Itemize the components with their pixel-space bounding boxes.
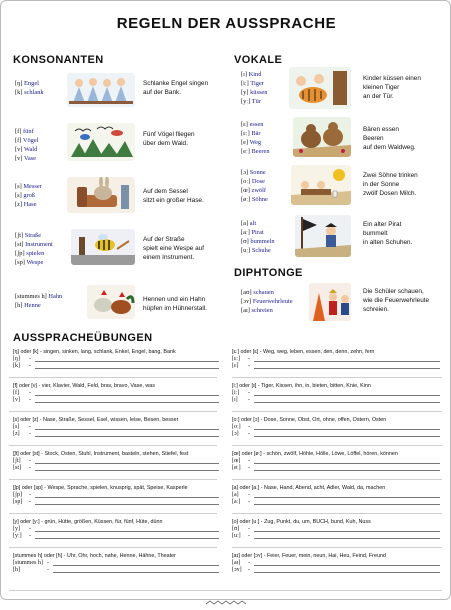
phonetic-row: [y] küssen xyxy=(241,89,268,96)
phonetic-row: [ɔʏ] Feuerwehrleute xyxy=(241,298,293,305)
phonetic-row: [ʊ] bummeln xyxy=(241,238,275,245)
divider xyxy=(232,411,442,412)
section-heading-konsonanten: KONSONANTEN xyxy=(13,54,104,66)
exercise-label: [sp] xyxy=(13,499,23,505)
exercise-left-4: [ʃt] oder [st] - Stock, Osten, Stuhl, Instrument, basteln, stehen, Stiefel, fest [ʃt] - [st] - xyxy=(13,451,219,472)
phonetic-row: [st] Instrument xyxy=(15,241,53,248)
phonetic-row: [v] Wald xyxy=(15,146,38,153)
exercise-right-1: [ɛː] oder [ɛ] - Weg, weg, leben, essen, den, denn, zehn, fern [ɛː] - [ɛ] - xyxy=(232,349,440,370)
phonetic-row: [ʃp] spielen xyxy=(15,250,45,257)
answer-line[interactable] xyxy=(254,572,440,573)
exercise-right-7: [aɪ] oder [ɔʏ] - Feier, Feuer, mein, neun, Hai, Heu, Feind, Freund [aɪ] - [ɔʏ] - xyxy=(232,553,440,574)
exercise-label: [v] xyxy=(13,397,20,403)
phonetic-row: [iː] Tiger xyxy=(241,80,264,87)
answer-line[interactable] xyxy=(35,402,219,403)
divider xyxy=(232,547,442,548)
vokale-group-1 xyxy=(241,70,267,106)
phonetic-row: [h] Henne xyxy=(15,302,41,309)
phonetic-row: [stummes h] Hahn xyxy=(15,293,63,300)
sentence-konsonanten-2: Fünf Vögel fliegen über dem Wald. xyxy=(143,131,195,147)
phonetic-row: [s] Messer xyxy=(15,183,42,190)
phonetic-row: [oː] Dose xyxy=(241,178,265,185)
exercise-prompt: [ʃt] oder [st] - Stock, Osten, Stuhl, Instrument, basteln, stehen, Stiefel, fest xyxy=(13,451,189,457)
exercise-label: [oː] xyxy=(232,424,241,430)
answer-line[interactable] xyxy=(35,429,219,430)
exercise-prompt: [y] oder [yː] - grün, Hütte, größen, Küssen, für, fünf, Hüte, dünn xyxy=(13,519,163,525)
exercise-right-4: [œ] oder [øː] - schön, zwölf, Höhle, Hölle, Löwe, Löffel, hören, können [œ] - [øː] - xyxy=(232,451,440,472)
sentence-konsonanten-1: Schlanke Engel singen auf der Bank. xyxy=(143,80,209,96)
sentence-vokale-1: Kinder küssen einen kleinen Tiger an der Tür. xyxy=(363,75,421,100)
sentence-vokale-2: Bären essen Beeren auf dem Waldweg. xyxy=(363,126,416,151)
answer-line[interactable] xyxy=(254,504,440,505)
konsonanten-group-3 xyxy=(15,182,42,209)
phonetic-row: [v] Vase xyxy=(15,155,37,162)
phonetic-row: [f] Vögel xyxy=(15,137,39,144)
phonetic-row: [s] groß xyxy=(15,192,36,199)
vokale-group-2 xyxy=(241,120,270,156)
phonetic-row: [ɛ] essen xyxy=(241,121,264,128)
answer-line[interactable] xyxy=(254,470,440,471)
exercise-label: [ɔ] xyxy=(232,431,239,437)
footer-divider xyxy=(9,590,442,591)
illustration-pirat xyxy=(295,215,351,257)
answer-line[interactable] xyxy=(35,436,219,437)
phonetic-row: [uː] Schuhe xyxy=(241,247,271,254)
sentence-diphtonge-1: Die Schüler schauen, wie die Feuerwehrleute schreien. xyxy=(363,288,430,313)
exercise-left-6: [y] oder [yː] - grün, Hütte, größen, Küssen, für, fünf, Hüte, dünn [y] - [yː] - xyxy=(13,519,219,540)
illustration-wespe xyxy=(71,229,135,265)
exercise-label: [iː] xyxy=(232,390,240,396)
konsonanten-group-2 xyxy=(15,127,39,163)
answer-line[interactable] xyxy=(254,402,440,403)
answer-line[interactable] xyxy=(254,463,440,464)
exercise-left-7: [stummes h] oder [h] - Uhr, Ohr, hoch, nahe, Henne, Hähne, Theater [stummes h] - [h] - xyxy=(13,553,219,574)
illustration-hase xyxy=(67,177,135,213)
phonetic-row: [e] Weg xyxy=(241,139,262,146)
illustration-tiger xyxy=(289,67,351,109)
exercise-left-3: [s] oder [z] - Nase, Straße, Sessel, Esel, wissen, leise, Besen, besser [s] - [z] - xyxy=(13,417,219,438)
exercise-prompt: [œ] oder [øː] - schön, zwölf, Höhle, Hölle, Löwe, Löffel, hören, können xyxy=(232,451,398,457)
answer-line[interactable] xyxy=(53,572,219,573)
answer-line[interactable] xyxy=(35,361,219,362)
sentence-vokale-4: Ein alter Pirat bummelt in alten Schuhen. xyxy=(363,221,413,246)
divider xyxy=(9,377,217,378)
divider xyxy=(232,445,442,446)
divider xyxy=(9,445,217,446)
exercise-prompt: [stummes h] oder [h] - Uhr, Ohr, hoch, nahe, Henne, Hähne, Theater xyxy=(13,553,176,559)
answer-line[interactable] xyxy=(35,395,219,396)
exercise-label: [ɔʏ] xyxy=(232,567,242,573)
exercise-label: [s] xyxy=(13,424,20,430)
page-title: REGELN DER AUSSPRACHE xyxy=(116,15,337,32)
phonetic-row: [sp] Wespe xyxy=(15,259,44,266)
illustration-voegel xyxy=(67,123,135,161)
divider xyxy=(9,411,217,412)
exercise-prompt: [s] oder [z] - Nase, Straße, Sessel, Esel, wissen, leise, Besen, besser xyxy=(13,417,179,423)
divider xyxy=(232,479,442,480)
exercise-left-5: [ʃp] oder [sp] - Wespe, Sprache, spielen, knusprig, spät, Speise, Kasperle [ʃp] - [sp] - xyxy=(13,485,219,506)
exercise-label: [ɛ] xyxy=(232,363,239,369)
exercise-left-1: [ŋ] oder [k] - singen, sinken, lang, schlank, Enkel, Engel, bang, Bank [ŋ] - [k] - xyxy=(13,349,219,370)
phonetic-row: [ʃt] Straße xyxy=(15,232,42,239)
phonetic-row: [aː] Pirat xyxy=(241,229,264,236)
exercise-label: [ʃp] xyxy=(13,492,22,498)
exercise-label: [ʃt] xyxy=(13,458,21,464)
exercise-label: [ʊ] xyxy=(232,526,240,532)
answer-line[interactable] xyxy=(35,463,219,464)
phonetic-row: [øː] Söhne xyxy=(241,196,268,203)
sentence-konsonanten-3: Auf dem Sessel sitzt ein großer Hase. xyxy=(143,188,204,204)
exercise-prompt: [ŋ] oder [k] - singen, sinken, lang, schlank, Enkel, Engel, bang, Bank xyxy=(13,349,176,355)
section-heading-uebungen: AUSSPRACHEÜBUNGEN xyxy=(13,332,153,344)
exercise-right-5: [a] oder [aː] - Nase, Hand, Abend, acht, Adler, Wald, da, machen [a] - [aː] - xyxy=(232,485,440,506)
answer-line[interactable] xyxy=(35,368,219,369)
exercise-prompt: [f] oder [v] - vier, Klavier, Wald, Feld, brav, bravo, Vase, was xyxy=(13,383,155,389)
divider xyxy=(9,547,217,548)
illustration-feuerwehr xyxy=(309,283,351,321)
exercise-label: [stummes h] xyxy=(13,560,43,566)
answer-line[interactable] xyxy=(254,436,440,437)
vokale-group-4 xyxy=(241,219,275,255)
answer-line[interactable] xyxy=(35,504,219,505)
exercise-label: [aɪ] xyxy=(232,560,241,566)
illustration-baer xyxy=(293,117,351,157)
exercise-label: [œ] xyxy=(232,458,241,464)
exercise-label: [ɪ] xyxy=(232,397,238,403)
answer-line[interactable] xyxy=(35,470,219,471)
phonetic-row: [œ] zwölf xyxy=(241,187,267,194)
answer-line[interactable] xyxy=(254,497,440,498)
konsonanten-group-1 xyxy=(15,79,44,97)
exercise-label: [a] xyxy=(232,492,239,498)
exercise-prompt: [a] oder [aː] - Nase, Hand, Abend, acht, Adler, Wald, da, machen xyxy=(232,485,386,491)
answer-line[interactable] xyxy=(35,538,219,539)
divider xyxy=(9,513,217,514)
exercise-label: [h] xyxy=(13,567,20,573)
phonetic-row: [a] alt xyxy=(241,220,257,227)
publisher-logo xyxy=(204,592,248,597)
answer-line[interactable] xyxy=(254,368,440,369)
exercise-right-3: [oː] oder [ɔ] - Dose, Sonne, Obst, Ort, ohne, offen, Ostern, Osten [oː] - [ɔ] - xyxy=(232,417,440,438)
phonetic-row: [ŋ] Engel xyxy=(15,80,39,87)
answer-line[interactable] xyxy=(35,531,219,532)
sentence-konsonanten-4: Auf der Straße spielt eine Wespe auf einem Instrument. xyxy=(143,236,204,261)
illustration-hahn xyxy=(87,285,135,319)
sentence-vokale-3: Zwei Söhne trinken in der Sonne zwölf Dosen Milch. xyxy=(363,172,418,197)
phonetic-row: [aʊ] schauen xyxy=(241,289,274,296)
exercise-label: [st] xyxy=(13,465,21,471)
exercise-label: [øː] xyxy=(232,465,241,471)
phonetic-row: [k] schlank xyxy=(15,89,44,96)
exercise-prompt: [ʃp] oder [sp] - Wespe, Sprache, spielen, knusprig, spät, Speise, Kasperle xyxy=(13,485,188,491)
exercise-right-2: [iː] oder [ɪ] - Tiger, Kissen, ihn, in, bieten, bitten, Knie, Kinn [iː] - [ɪ] - xyxy=(232,383,440,404)
phonetic-row: [z] Hase xyxy=(15,201,37,208)
exercise-label: [aː] xyxy=(232,499,241,505)
exercise-label: [ɛː] xyxy=(232,356,241,362)
phonetic-row: [ɔ] Sonne xyxy=(241,169,266,176)
exercise-label: [k] xyxy=(13,363,20,369)
exercise-label: [y] xyxy=(13,526,20,532)
exercise-label: [z] xyxy=(13,431,20,437)
divider xyxy=(232,377,442,378)
phonetic-row: [f] fünf xyxy=(15,128,34,135)
answer-line[interactable] xyxy=(53,565,219,566)
phonetic-row: [ɛː] Bär xyxy=(241,130,261,137)
illustration-sonne xyxy=(291,165,351,205)
answer-line[interactable] xyxy=(254,538,440,539)
phonetic-row: [ɪ] Kind xyxy=(241,71,262,78)
konsonanten-group-5 xyxy=(15,292,62,310)
exercise-prompt: [iː] oder [ɪ] - Tiger, Kissen, ihn, in, bieten, bitten, Knie, Kinn xyxy=(232,383,371,389)
konsonanten-group-4 xyxy=(15,231,53,267)
phonetic-row: [eː] Beeren xyxy=(241,148,270,155)
exercise-prompt: [ɛː] oder [ɛ] - Weg, weg, leben, essen, den, denn, zehn, fern xyxy=(232,349,375,355)
exercise-prompt: [aɪ] oder [ɔʏ] - Feier, Feuer, mein, neun, Hai, Heu, Feind, Freund xyxy=(232,553,386,559)
exercise-label: [yː] xyxy=(13,533,22,539)
answer-line[interactable] xyxy=(254,429,440,430)
exercise-left-2: [f] oder [v] - vier, Klavier, Wald, Feld, brav, bravo, Vase, was [f] - [v] - xyxy=(13,383,219,404)
illustration-engel xyxy=(67,73,135,107)
exercise-label: [uː] xyxy=(232,533,241,539)
divider xyxy=(9,479,217,480)
exercise-right-6: [ʊ] oder [uː] - Zug, Punkt, du, um, BUCH, bund, Kuh, Nuss [ʊ] - [uː] - xyxy=(232,519,440,540)
answer-line[interactable] xyxy=(254,361,440,362)
sentence-konsonanten-5: Hennen und ein Hahn hüpfen im Hühnerstall. xyxy=(143,296,207,312)
answer-line[interactable] xyxy=(254,395,440,396)
divider xyxy=(232,513,442,514)
vokale-group-3 xyxy=(241,168,268,204)
section-heading-diphtonge: DIPHTONGE xyxy=(234,267,303,279)
answer-line[interactable] xyxy=(254,531,440,532)
exercise-prompt: [oː] oder [ɔ] - Dose, Sonne, Obst, Ort, ohne, offen, Ostern, Osten xyxy=(232,417,387,423)
diphtonge-group-1 xyxy=(241,288,293,315)
answer-line[interactable] xyxy=(254,565,440,566)
exercise-label: [f] xyxy=(13,390,19,396)
exercise-label: [ŋ] xyxy=(13,356,20,362)
phonetic-row: [aɪ] schreien xyxy=(241,307,273,314)
phonetic-row: [yː] Tür xyxy=(241,98,261,105)
section-heading-vokale: VOKALE xyxy=(234,54,283,66)
exercise-prompt: [ʊ] oder [uː] - Zug, Punkt, du, um, BUCH, bund, Kuh, Nuss xyxy=(232,519,371,525)
answer-line[interactable] xyxy=(35,497,219,498)
